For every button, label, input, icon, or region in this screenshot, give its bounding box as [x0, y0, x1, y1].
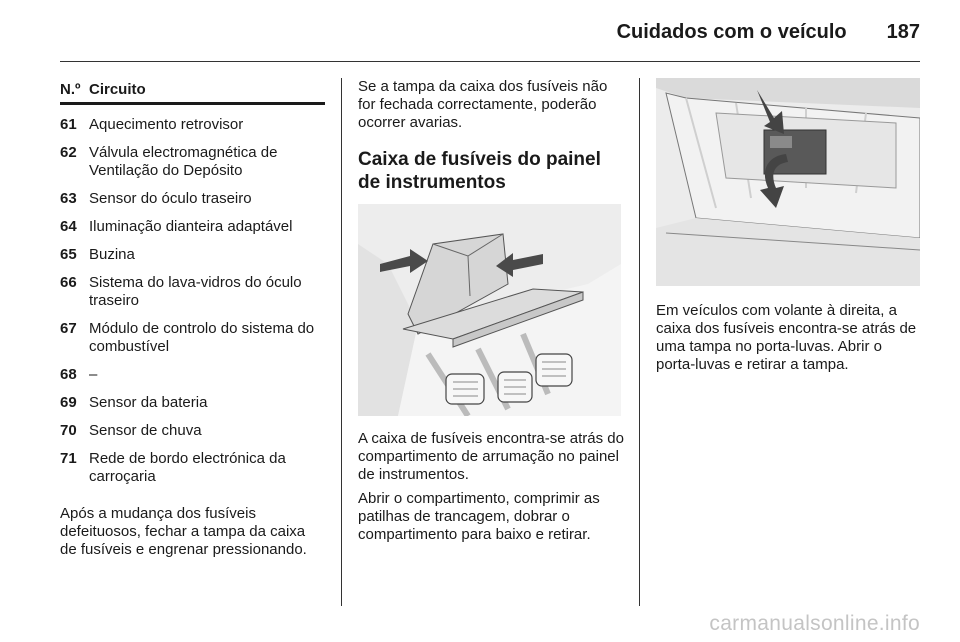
header-circuit: Circuito — [89, 80, 146, 98]
column-right-hand-drive — [656, 78, 922, 374]
table-row — [60, 185, 325, 213]
fuse-number: 67 — [60, 320, 77, 337]
section-heading: Caixa de fusíveis do painel de instrumentos — [358, 149, 601, 193]
circuit-name: Aquecimento retrovisor — [89, 116, 244, 133]
fuse-number: 68 — [60, 366, 77, 383]
column-instrument-panel — [358, 78, 624, 544]
table-row — [60, 315, 325, 361]
circuit-name: Sensor da bateria — [89, 394, 208, 411]
circuit-name: Sistema do lava-vidros do óculo traseiro — [89, 274, 302, 309]
table-row — [60, 139, 325, 185]
header-rule — [60, 61, 920, 62]
page-header — [617, 12, 920, 52]
fuse-number: 69 — [60, 394, 77, 411]
fuse-number: 66 — [60, 274, 77, 291]
table-row — [60, 417, 325, 445]
table-header — [60, 78, 325, 100]
circuit-name: Sensor do óculo traseiro — [89, 190, 252, 207]
circuit-name: Iluminação dianteira adaptável — [89, 218, 293, 235]
table-row — [60, 269, 325, 315]
column-divider — [341, 78, 342, 606]
right-hand-drive-text: Em veículos com volante à direita, a caixa dos fusíveis encontra-se atrás de uma tampa no porta-luvas. Abrir o porta-luvas e retirar a tampa. — [656, 302, 917, 373]
table-row — [60, 111, 325, 139]
fuse-table-body — [60, 111, 325, 491]
glovebox-fusebox-illustration — [656, 78, 920, 286]
fuse-number: 63 — [60, 190, 77, 207]
table-row — [60, 389, 325, 417]
table-row — [60, 361, 325, 389]
circuit-name: Rede de bordo electrónica da carroçaria — [89, 450, 286, 485]
instrument-panel-steps-text: Abrir o compartimento, comprimir as patilhas de trancagem, dobrar o compartimento para baixo e retirar. — [358, 490, 600, 543]
table-row — [60, 445, 325, 491]
table-row — [60, 213, 325, 241]
section-title: Cuidados com o veículo — [616, 20, 847, 43]
instrument-panel-fusebox-illustration — [358, 204, 621, 416]
circuit-name: Buzina — [89, 246, 135, 263]
fuse-number: 62 — [60, 144, 77, 161]
closing-paragraph: Após a mudança dos fusíveis defeituosos, fechar a tampa da caixa de fusíveis e engrenar pressionando. — [60, 505, 307, 558]
intro-paragraph: Se a tampa da caixa dos fusíveis não for fechada correctamente, poderão ocorrer avarias. — [358, 78, 608, 131]
fuse-number: 70 — [60, 422, 77, 439]
header-number: N.º — [60, 80, 81, 98]
fuse-number: 61 — [60, 116, 77, 133]
instrument-panel-location-text: A caixa de fusíveis encontra-se atrás do compartimento de arrumação no painel de instrumentos. — [358, 430, 624, 483]
fuse-number: 64 — [60, 218, 77, 235]
table-row — [60, 241, 325, 269]
column-fuse-table — [60, 78, 325, 559]
page-number: 187 — [886, 20, 920, 43]
circuit-name: Válvula electromagnética de Ventilação do Depósito — [89, 144, 278, 179]
table-header-rule — [60, 102, 325, 105]
circuit-name: Módulo de controlo do sistema do combustível — [89, 320, 315, 355]
fuse-number: 71 — [60, 450, 77, 467]
column-divider — [639, 78, 640, 606]
circuit-name: – — [89, 366, 98, 383]
watermark: carmanualsonline.info — [709, 612, 920, 635]
fuse-number: 65 — [60, 246, 77, 263]
circuit-name: Sensor de chuva — [89, 422, 202, 439]
